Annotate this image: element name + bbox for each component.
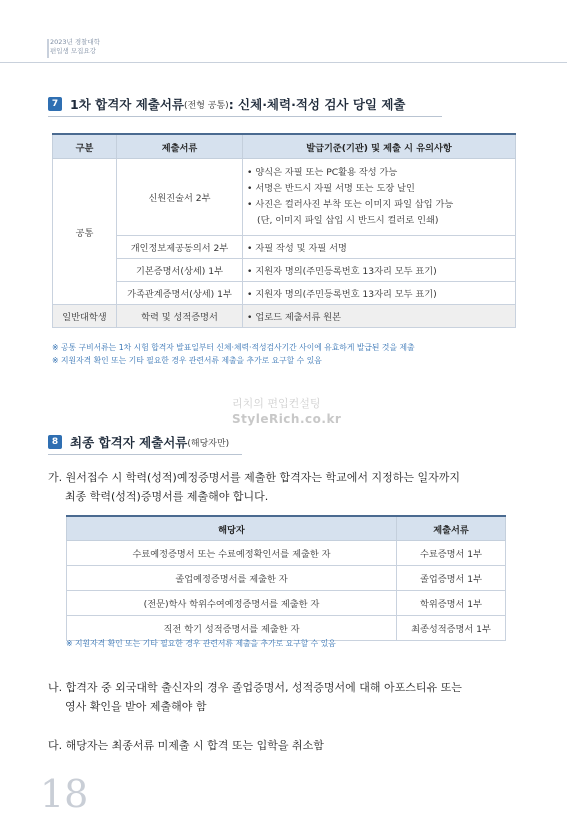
- paragraph-na: [48, 678, 462, 716]
- header-line1: 2023년 경찰대학: [50, 38, 101, 46]
- section-divider: [48, 454, 242, 455]
- document-cell: 학위증명서 1부: [397, 591, 506, 616]
- section-7-notes: [52, 341, 415, 367]
- note-item-continued: (단, 이미지 파일 삽입 시 반드시 컬러로 인쇄): [257, 215, 439, 226]
- group-general: 일반대학생: [53, 305, 117, 328]
- notes-cell: • 지원자 명의(주민등록번호 13자리 모두 표기): [243, 259, 516, 282]
- note-item: • 서명은 반드시 자필 서명 또는 도장 날인: [247, 183, 415, 194]
- section-8-note: ※ 지원자격 확인 또는 기타 필요한 경우 관련서류 제출을 추가로 요구할 수 있음: [66, 639, 336, 648]
- header-accent-bar: [47, 39, 49, 58]
- table-header-row: [67, 516, 506, 541]
- paragraph-line: 가. 원서접수 시 학력(성적)예정증명서를 제출한 합격자는 학교에서 지정하는 일자까지: [48, 471, 460, 484]
- paragraph-da: 다. 해당자는 최종서류 미제출 시 합격 또는 입학을 취소함: [48, 739, 324, 752]
- col-header-document: 제출서류: [117, 134, 243, 159]
- document-cell: 수료증명서 1부: [397, 541, 506, 566]
- applicant-cell: 직전 학기 성적증명서를 제출한 자: [67, 616, 397, 641]
- notes-cell: • 업로드 제출서류 원본: [243, 305, 516, 328]
- table-row: [53, 236, 516, 259]
- section-number-badge: 8: [48, 435, 62, 449]
- paragraph-line: 나. 합격자 중 외국대학 출신자의 경우 졸업증명서, 성적증명서에 대해 아포스티유 또는: [48, 681, 462, 694]
- applicant-cell: (전문)학사 학위수여예정증명서를 제출한 자: [67, 591, 397, 616]
- notes-cell: [243, 159, 516, 236]
- paragraph-ga: [48, 468, 460, 506]
- table-row: [53, 282, 516, 305]
- section-subtitle: (전형 공통): [184, 100, 229, 111]
- section-number-badge: 7: [48, 97, 62, 111]
- col-header-applicant: 해당자: [67, 516, 397, 541]
- section-7-title: [48, 95, 406, 113]
- paragraph-line: 최종 학력(성적)증명서를 제출해야 합니다.: [65, 490, 269, 503]
- watermark-url: StyleRich.co.kr: [232, 412, 342, 426]
- doc-cell: 신원진술서 2부: [117, 159, 243, 236]
- table-row: [67, 591, 506, 616]
- section-subtitle: (해당자만): [187, 438, 230, 449]
- running-header: [50, 38, 100, 56]
- header-line2: 편입생 모집요강: [50, 47, 97, 55]
- doc-cell: 가족관계증명서(상세) 1부: [117, 282, 243, 305]
- paragraph-line: 영사 확인을 받아 제출해야 함: [65, 700, 207, 713]
- section-title-rest: : 신체·체력·적성 검사 당일 제출: [228, 97, 406, 112]
- applicant-cell: 수료예정증명서 또는 수료예정확인서를 제출한 자: [67, 541, 397, 566]
- section-divider: [48, 116, 442, 117]
- table-row: [53, 159, 516, 236]
- doc-cell: 기본증명서(상세) 1부: [117, 259, 243, 282]
- table-row: [53, 259, 516, 282]
- final-documents-table: [66, 515, 506, 641]
- document-cell: 졸업증명서 1부: [397, 566, 506, 591]
- table-row: [53, 305, 516, 328]
- col-header-document: 제출서류: [397, 516, 506, 541]
- section-title-text: 1차 합격자 제출서류: [70, 97, 185, 112]
- watermark-text: 리치의 편입컨설팅: [232, 397, 321, 410]
- section-title-text: 최종 합격자 제출서류: [70, 435, 188, 450]
- group-common: 공통: [53, 159, 117, 305]
- table-header-row: [53, 134, 516, 159]
- col-header-category: 구분: [53, 134, 117, 159]
- note-line: ※ 지원자격 확인 또는 기타 필요한 경우 관련서류 제출을 추가로 요구할 수 있음: [52, 356, 322, 365]
- documents-table: [52, 133, 516, 328]
- table-row: [67, 566, 506, 591]
- document-cell: 최종성적증명서 1부: [397, 616, 506, 641]
- page-number: 18: [40, 772, 89, 816]
- note-item: • 양식은 자필 또는 PC활용 작성 가능: [247, 167, 398, 178]
- applicant-cell: 졸업예정증명서를 제출한 자: [67, 566, 397, 591]
- doc-cell: 개인정보제공동의서 2부: [117, 236, 243, 259]
- notes-cell: • 지원자 명의(주민등록번호 13자리 모두 표기): [243, 282, 516, 305]
- col-header-notes: 발급기준(기관) 및 제출 시 유의사항: [243, 134, 516, 159]
- section-8-title: [48, 433, 229, 451]
- header-divider: [0, 62, 567, 63]
- table-row: [67, 541, 506, 566]
- note-line: ※ 공통 구비서류는 1차 시험 합격자 발표일부터 신체·체력·적성검사기간 사이에 유효하게 발급된 것을 제출: [52, 343, 415, 352]
- note-item: • 사진은 컬러사진 부착 또는 이미지 파일 삽입 가능: [247, 199, 454, 210]
- notes-cell: • 자필 작성 및 자필 서명: [243, 236, 516, 259]
- doc-cell: 학력 및 성적증명서: [117, 305, 243, 328]
